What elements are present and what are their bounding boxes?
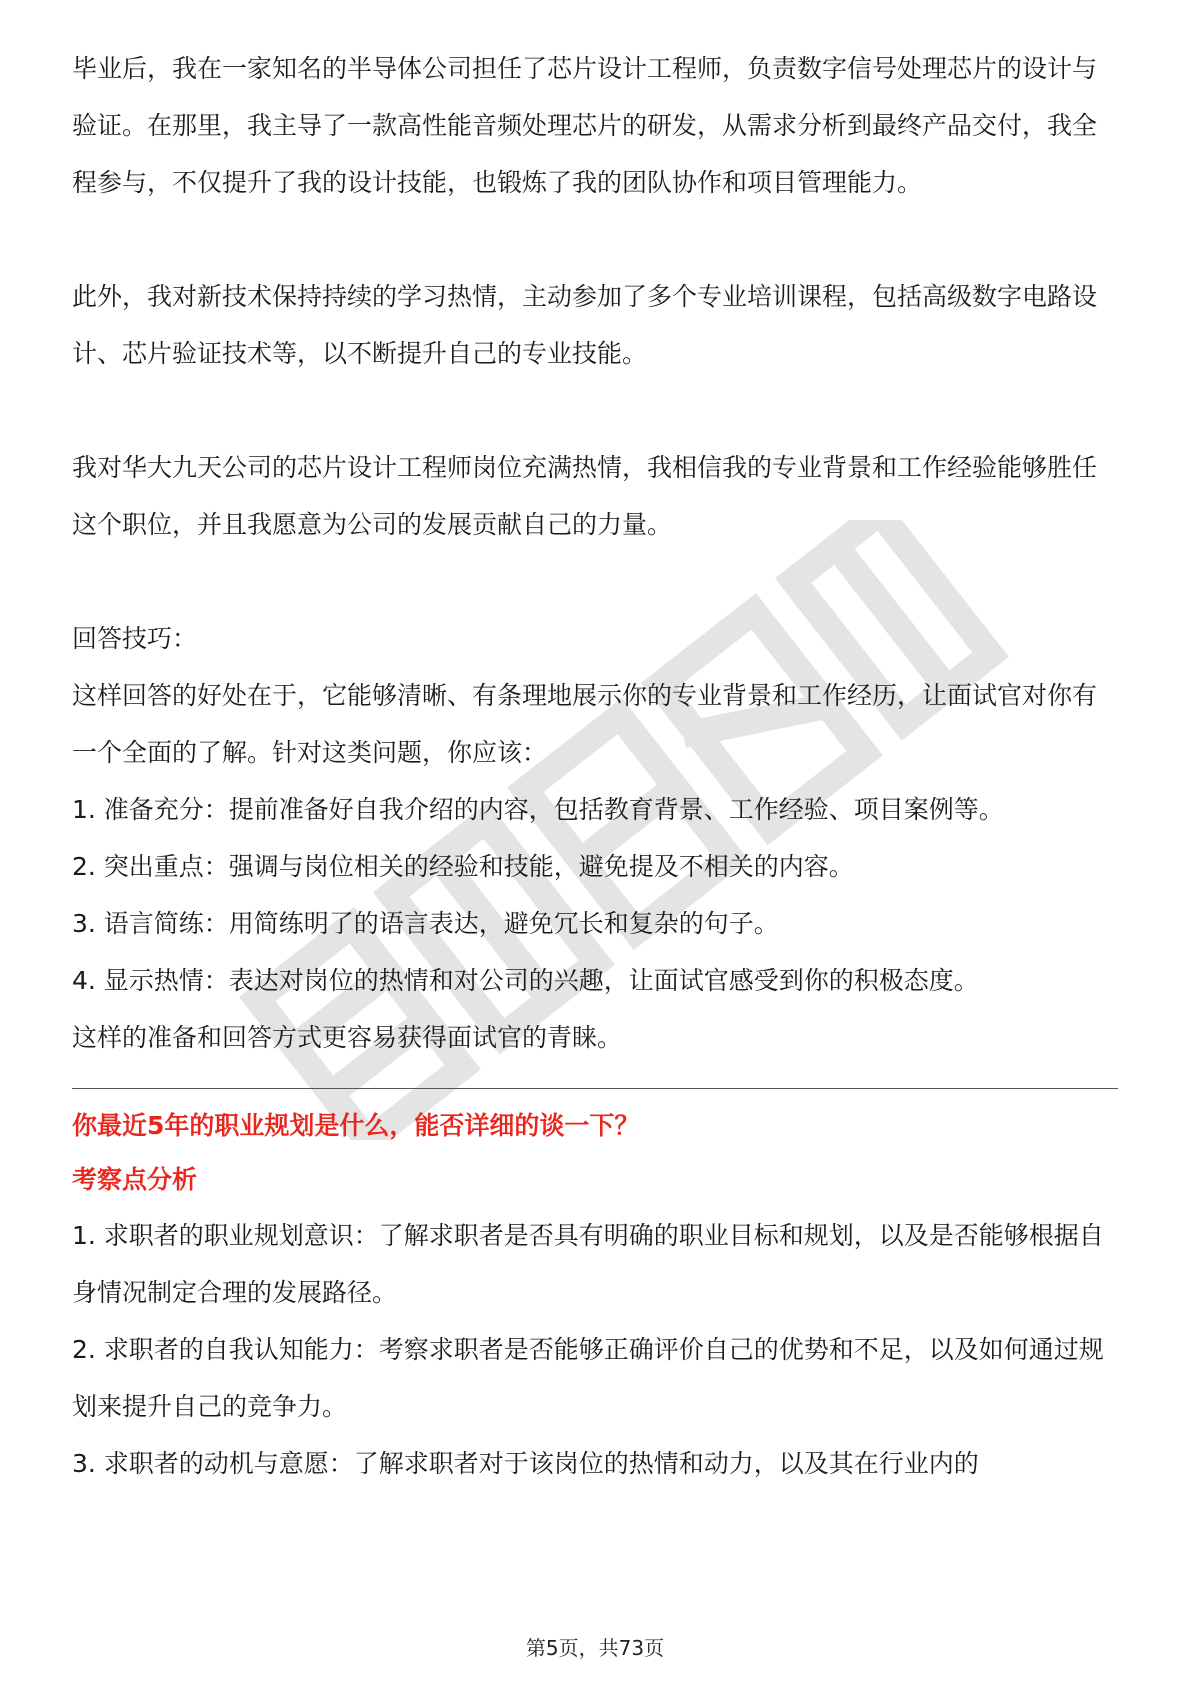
tips-item: 1. 准备充分：提前准备好自我介绍的内容，包括教育背景、工作经验、项目案例等。 [72, 795, 1004, 824]
tips-intro: 这样回答的好处在于，它能够清晰、有条理地展示你的专业背景和工作经历，让面试官对你有一个全面的了解。针对这类问题，你应该： [72, 681, 1098, 767]
analysis-label: 考察点分析 [72, 1165, 198, 1194]
paragraph-spacer [72, 211, 1118, 268]
section-divider [72, 1088, 1118, 1089]
main-content [72, 40, 1118, 1492]
analysis-point: 2. 求职者的自我认知能力：考察求职者是否能够正确评价自己的优势和不足，以及如何通过规划来提升自己的竞争力。 [72, 1335, 1104, 1421]
tips-item: 2. 突出重点：强调与岗位相关的经验和技能，避免提及不相关的内容。 [72, 852, 854, 881]
analysis-point: 1. 求职者的职业规划意识：了解求职者是否具有明确的职业目标和规划，以及是否能够根据自身情况制定合理的发展路径。 [72, 1221, 1104, 1307]
tips-closing: 这样的准备和回答方式更容易获得面试官的青睐。 [72, 1023, 623, 1052]
paragraph-work-experience: 毕业后，我在一家知名的半导体公司担任了芯片设计工程师，负责数字信号处理芯片的设计与验证。在那里，我主导了一款高性能音频处理芯片的研发，从需求分析到最终产品交付，我全程参与，不仅提升了我的设计技能，也锻炼了我的团队协作和项目管理能力。 [72, 54, 1098, 197]
analysis-point: 3. 求职者的动机与意愿：了解求职者对于该岗位的热情和动力，以及其在行业内的 [72, 1449, 979, 1478]
paragraph-spacer [72, 382, 1118, 439]
tips-item: 3. 语言简练：用简练明了的语言表达，避免冗长和复杂的句子。 [72, 909, 779, 938]
page-number: 第5页，共73页 [525, 1636, 665, 1660]
question-title: 你最近5年的职业规划是什么，能否详细的谈一下？ [72, 1111, 640, 1140]
paragraph-spacer [72, 553, 1118, 610]
tips-label: 回答技巧： [72, 624, 198, 653]
paragraph-enthusiasm: 我对华大九天公司的芯片设计工程师岗位充满热情，我相信我的专业背景和工作经验能够胜任这个职位，并且我愿意为公司的发展贡献自己的力量。 [72, 453, 1098, 539]
tips-item: 4. 显示热情：表达对岗位的热情和对公司的兴趣，让面试官感受到你的积极态度。 [72, 966, 979, 995]
paragraph-continuous-learning: 此外，我对新技术保持持续的学习热情，主动参加了多个专业培训课程，包括高级数字电路设计、芯片验证技术等，以不断提升自己的专业技能。 [72, 282, 1098, 368]
